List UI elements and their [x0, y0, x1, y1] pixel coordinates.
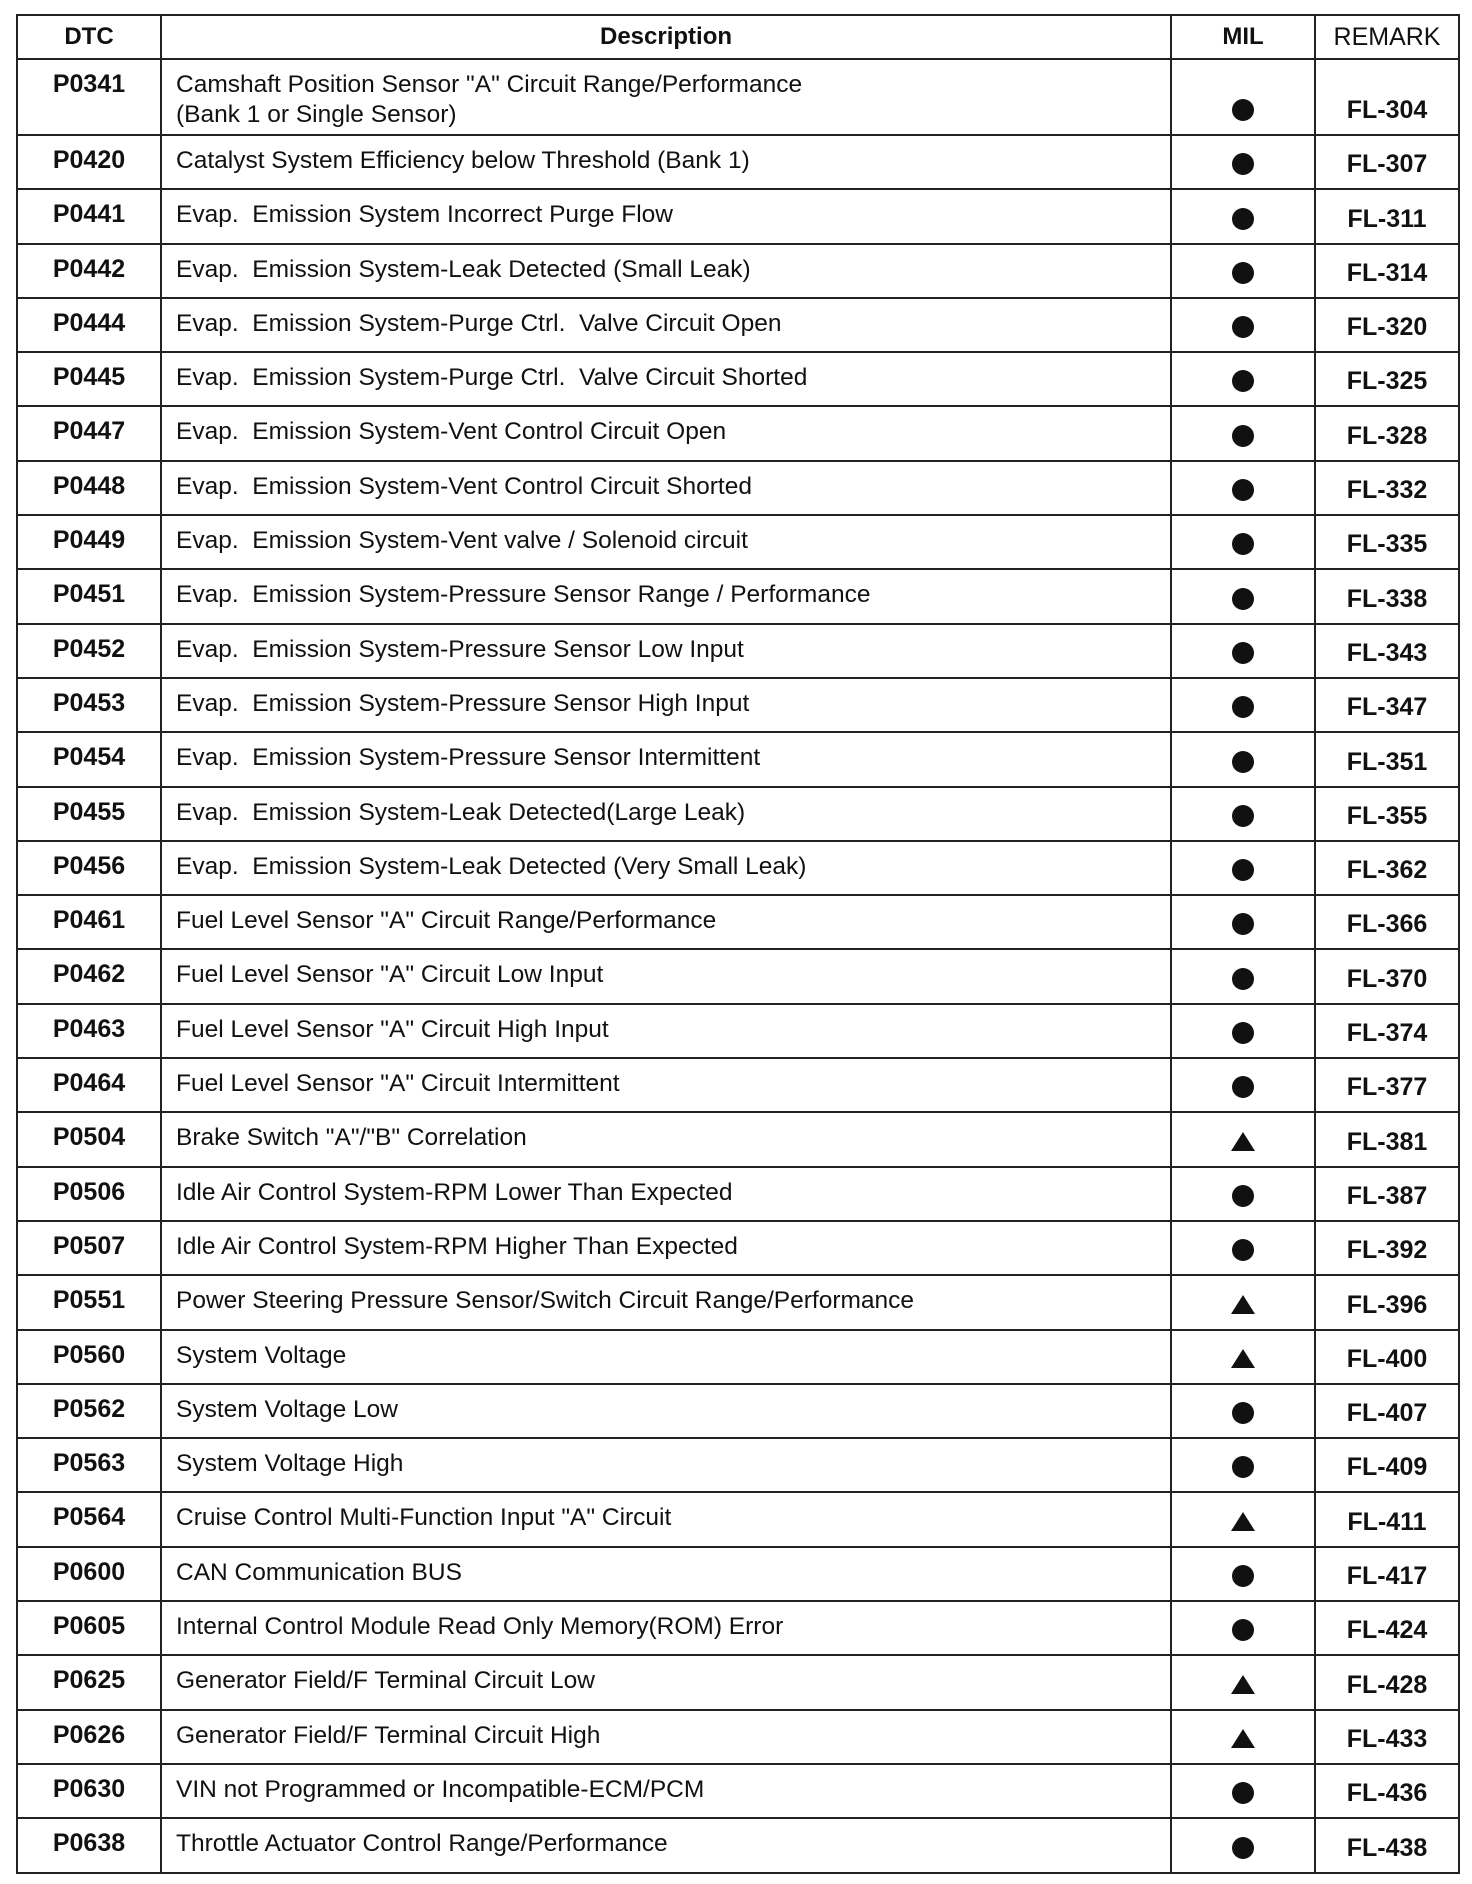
table-row: [17, 59, 1459, 135]
dtc-description: [161, 1112, 1171, 1166]
description-line: VIN not Programmed or Incompatible-ECM/PCM: [176, 1775, 705, 1803]
remark-page-ref: FL-343: [1315, 624, 1459, 678]
table-row: [17, 678, 1459, 732]
description-line: Evap. Emission System-Vent valve / Solenoid circuit: [176, 527, 748, 555]
dtc-code: P0463: [17, 1004, 161, 1058]
table-row: [17, 569, 1459, 623]
table-row: [17, 841, 1459, 895]
table-row: [17, 949, 1459, 1003]
mil-cell: [1171, 569, 1315, 623]
remark-page-ref: FL-400: [1315, 1330, 1459, 1384]
description-line: Catalyst System Efficiency below Threshold (Bank 1): [176, 147, 750, 174]
mil-cell: [1171, 787, 1315, 841]
dtc-code: P0626: [17, 1710, 161, 1764]
description-line: Evap. Emission System-Pressure Sensor High Input: [176, 689, 750, 717]
mil-cell: [1171, 1275, 1315, 1329]
table-row: [17, 189, 1459, 243]
dtc-description: [161, 1601, 1171, 1655]
mil-circle-icon: [1232, 696, 1254, 718]
description-line: Brake Switch "A"/"B" Correlation: [176, 1124, 527, 1152]
description-line: Throttle Actuator Control Range/Performance: [176, 1830, 668, 1858]
dtc-code: P0564: [17, 1492, 161, 1546]
mil-circle-icon: [1232, 859, 1254, 881]
table-row: [17, 787, 1459, 841]
dtc-description: [161, 59, 1171, 135]
table-row: [17, 1112, 1459, 1166]
mil-circle-icon: [1232, 316, 1254, 338]
mil-circle-icon: [1232, 1022, 1254, 1044]
mil-circle-icon: [1232, 153, 1254, 175]
dtc-code: P0551: [17, 1275, 161, 1329]
table-row: [17, 352, 1459, 406]
header-description: Description: [161, 15, 1171, 59]
mil-cell: [1171, 1330, 1315, 1384]
mil-circle-icon: [1232, 1782, 1254, 1804]
description-line: Evap. Emission System-Purge Ctrl. Valve Circuit Open: [176, 309, 782, 337]
remark-page-ref: FL-417: [1315, 1547, 1459, 1601]
mil-circle-icon: [1232, 533, 1254, 555]
dtc-description: [161, 1547, 1171, 1601]
mil-cell: [1171, 1601, 1315, 1655]
mil-circle-icon: [1232, 479, 1254, 501]
table-row: [17, 298, 1459, 352]
description-line: Evap. Emission System-Pressure Sensor Intermittent: [176, 744, 761, 772]
table-row: [17, 1547, 1459, 1601]
remark-page-ref: FL-377: [1315, 1058, 1459, 1112]
description-line: Power Steering Pressure Sensor/Switch Circuit Range/Performance: [176, 1287, 915, 1315]
dtc-code: P0563: [17, 1438, 161, 1492]
dtc-description: [161, 1275, 1171, 1329]
dtc-code: P0638: [17, 1818, 161, 1872]
mil-cell: [1171, 1112, 1315, 1166]
mil-cell: [1171, 678, 1315, 732]
dtc-description: [161, 1058, 1171, 1112]
remark-page-ref: FL-407: [1315, 1384, 1459, 1438]
remark-page-ref: FL-351: [1315, 732, 1459, 786]
mil-cell: [1171, 244, 1315, 298]
dtc-code: P0504: [17, 1112, 161, 1166]
header-mil: MIL: [1171, 15, 1315, 59]
description-line: Evap. Emission System Incorrect Purge Flow: [176, 201, 673, 229]
mil-cell: [1171, 135, 1315, 189]
mil-circle-icon: [1232, 1619, 1254, 1641]
description-line: Evap. Emission System-Vent Control Circuit Open: [176, 418, 727, 446]
dtc-description: [161, 569, 1171, 623]
dtc-code: P0442: [17, 244, 161, 298]
remark-page-ref: FL-311: [1315, 189, 1459, 243]
dtc-code: P0420: [17, 135, 161, 189]
mil-cell: [1171, 1384, 1315, 1438]
remark-page-ref: FL-338: [1315, 569, 1459, 623]
dtc-code: P0560: [17, 1330, 161, 1384]
remark-page-ref: FL-428: [1315, 1655, 1459, 1709]
dtc-code: P0449: [17, 515, 161, 569]
mil-circle-icon: [1232, 642, 1254, 664]
table-row: [17, 461, 1459, 515]
description-line: Evap. Emission System-Pressure Sensor Low Input: [176, 635, 744, 663]
remark-page-ref: FL-409: [1315, 1438, 1459, 1492]
dtc-description: [161, 732, 1171, 786]
remark-page-ref: FL-325: [1315, 352, 1459, 406]
mil-triangle-icon: [1231, 1349, 1255, 1368]
mil-cell: [1171, 1167, 1315, 1221]
table-row: [17, 732, 1459, 786]
table-body: [17, 59, 1459, 1873]
dtc-description: [161, 895, 1171, 949]
dtc-code: P0506: [17, 1167, 161, 1221]
dtc-description: [161, 461, 1171, 515]
mil-triangle-icon: [1231, 1512, 1255, 1531]
remark-page-ref: FL-392: [1315, 1221, 1459, 1275]
dtc-description: [161, 1710, 1171, 1764]
dtc-code: P0447: [17, 406, 161, 460]
mil-circle-icon: [1232, 968, 1254, 990]
description-line: Fuel Level Sensor "A" Circuit High Input: [176, 1015, 609, 1043]
dtc-description: [161, 244, 1171, 298]
mil-cell: [1171, 1655, 1315, 1709]
description-line: System Voltage Low: [176, 1395, 398, 1423]
dtc-code: P0455: [17, 787, 161, 841]
dtc-description: [161, 1764, 1171, 1818]
dtc-code: P0451: [17, 569, 161, 623]
remark-page-ref: FL-328: [1315, 406, 1459, 460]
remark-page-ref: FL-433: [1315, 1710, 1459, 1764]
mil-circle-icon: [1232, 588, 1254, 610]
mil-circle-icon: [1232, 805, 1254, 827]
table-row: [17, 624, 1459, 678]
remark-page-ref: FL-436: [1315, 1764, 1459, 1818]
mil-cell: [1171, 59, 1315, 135]
table-row: [17, 135, 1459, 189]
dtc-code: P0444: [17, 298, 161, 352]
dtc-description: [161, 1221, 1171, 1275]
dtc-description: [161, 678, 1171, 732]
mil-cell: [1171, 406, 1315, 460]
description-line: Evap. Emission System-Purge Ctrl. Valve Circuit Shorted: [176, 364, 808, 392]
remark-page-ref: FL-335: [1315, 515, 1459, 569]
description-line: Evap. Emission System-Vent Control Circuit Shorted: [176, 472, 752, 500]
mil-triangle-icon: [1231, 1295, 1255, 1314]
dtc-description: [161, 1384, 1171, 1438]
remark-page-ref: FL-307: [1315, 135, 1459, 189]
table-row: [17, 1330, 1459, 1384]
mil-circle-icon: [1232, 262, 1254, 284]
dtc-description: [161, 352, 1171, 406]
table-row: [17, 406, 1459, 460]
description-line: Evap. Emission System-Leak Detected (Very Small Leak): [176, 852, 807, 880]
mil-cell: [1171, 1058, 1315, 1112]
table-row: [17, 1438, 1459, 1492]
remark-page-ref: FL-355: [1315, 787, 1459, 841]
mil-circle-icon: [1232, 1456, 1254, 1478]
mil-cell: [1171, 949, 1315, 1003]
mil-cell: [1171, 624, 1315, 678]
mil-cell: [1171, 1004, 1315, 1058]
mil-cell: [1171, 1221, 1315, 1275]
table-row: [17, 1655, 1459, 1709]
description-line: Idle Air Control System-RPM Higher Than Expected: [176, 1232, 738, 1260]
table-row: [17, 1710, 1459, 1764]
description-line: Idle Air Control System-RPM Lower Than Expected: [176, 1178, 733, 1206]
mil-cell: [1171, 732, 1315, 786]
dtc-description: [161, 1330, 1171, 1384]
description-line: System Voltage High: [176, 1450, 404, 1478]
dtc-description: [161, 135, 1171, 189]
mil-circle-icon: [1232, 99, 1254, 121]
remark-page-ref: FL-381: [1315, 1112, 1459, 1166]
table-row: [17, 1221, 1459, 1275]
table-row: [17, 1601, 1459, 1655]
mil-circle-icon: [1232, 1185, 1254, 1207]
table-row: [17, 244, 1459, 298]
dtc-description: [161, 1004, 1171, 1058]
dtc-description: [161, 949, 1171, 1003]
description-line: Evap. Emission System-Leak Detected (Small Leak): [176, 255, 751, 283]
remark-page-ref: FL-314: [1315, 244, 1459, 298]
description-line: Fuel Level Sensor "A" Circuit Range/Performance: [176, 907, 717, 935]
table-row: [17, 1384, 1459, 1438]
mil-cell: [1171, 1492, 1315, 1546]
table-row: [17, 1764, 1459, 1818]
remark-page-ref: FL-370: [1315, 949, 1459, 1003]
dtc-table: [16, 14, 1460, 1874]
table-row: [17, 1167, 1459, 1221]
remark-page-ref: FL-424: [1315, 1601, 1459, 1655]
table-row: [17, 515, 1459, 569]
dtc-code: P0461: [17, 895, 161, 949]
table-row: [17, 1004, 1459, 1058]
dtc-code: P0341: [17, 59, 161, 135]
dtc-code: P0453: [17, 678, 161, 732]
header-remark: REMARK: [1315, 15, 1459, 59]
mil-circle-icon: [1232, 913, 1254, 935]
mil-cell: [1171, 841, 1315, 895]
dtc-code: P0625: [17, 1655, 161, 1709]
remark-page-ref: FL-387: [1315, 1167, 1459, 1221]
mil-circle-icon: [1232, 1076, 1254, 1098]
mil-cell: [1171, 1547, 1315, 1601]
dtc-code: P0448: [17, 461, 161, 515]
dtc-code: P0445: [17, 352, 161, 406]
dtc-code: P0462: [17, 949, 161, 1003]
dtc-description: [161, 1438, 1171, 1492]
dtc-code: P0441: [17, 189, 161, 243]
dtc-code: P0507: [17, 1221, 161, 1275]
mil-cell: [1171, 189, 1315, 243]
mil-circle-icon: [1232, 751, 1254, 773]
dtc-code: P0452: [17, 624, 161, 678]
mil-cell: [1171, 1710, 1315, 1764]
mil-cell: [1171, 1818, 1315, 1872]
dtc-code: P0562: [17, 1384, 161, 1438]
dtc-description: [161, 1818, 1171, 1872]
dtc-description: [161, 298, 1171, 352]
mil-circle-icon: [1232, 1565, 1254, 1587]
mil-cell: [1171, 461, 1315, 515]
mil-cell: [1171, 515, 1315, 569]
dtc-description: [161, 624, 1171, 678]
dtc-description: [161, 787, 1171, 841]
remark-page-ref: FL-411: [1315, 1492, 1459, 1546]
mil-cell: [1171, 352, 1315, 406]
remark-page-ref: FL-396: [1315, 1275, 1459, 1329]
description-line: (Bank 1 or Single Sensor): [176, 101, 457, 128]
mil-triangle-icon: [1231, 1132, 1255, 1151]
dtc-description: [161, 515, 1171, 569]
remark-page-ref: FL-362: [1315, 841, 1459, 895]
mil-triangle-icon: [1231, 1729, 1255, 1748]
description-line: Camshaft Position Sensor "A" Circuit Range/Performance: [176, 71, 803, 98]
dtc-description: [161, 406, 1171, 460]
dtc-code: P0630: [17, 1764, 161, 1818]
remark-page-ref: FL-347: [1315, 678, 1459, 732]
dtc-description: [161, 1655, 1171, 1709]
dtc-code: P0600: [17, 1547, 161, 1601]
remark-page-ref: FL-304: [1315, 59, 1459, 135]
mil-circle-icon: [1232, 1837, 1254, 1859]
mil-cell: [1171, 1438, 1315, 1492]
remark-page-ref: FL-332: [1315, 461, 1459, 515]
table-row: [17, 1058, 1459, 1112]
dtc-code: P0464: [17, 1058, 161, 1112]
mil-cell: [1171, 298, 1315, 352]
mil-circle-icon: [1232, 208, 1254, 230]
mil-circle-icon: [1232, 425, 1254, 447]
table-row: [17, 895, 1459, 949]
header-dtc: DTC: [17, 15, 161, 59]
dtc-code: P0605: [17, 1601, 161, 1655]
description-line: Fuel Level Sensor "A" Circuit Intermittent: [176, 1070, 620, 1098]
description-line: Cruise Control Multi-Function Input "A" Circuit: [176, 1504, 672, 1532]
dtc-description: [161, 1167, 1171, 1221]
mil-cell: [1171, 1764, 1315, 1818]
description-line: Internal Control Module Read Only Memory(ROM) Error: [176, 1613, 784, 1641]
description-line: Generator Field/F Terminal Circuit High: [176, 1721, 601, 1749]
remark-page-ref: FL-438: [1315, 1818, 1459, 1872]
mil-cell: [1171, 895, 1315, 949]
remark-page-ref: FL-374: [1315, 1004, 1459, 1058]
dtc-code: P0454: [17, 732, 161, 786]
remark-page-ref: FL-320: [1315, 298, 1459, 352]
table-row: [17, 1275, 1459, 1329]
description-line: CAN Communication BUS: [176, 1558, 462, 1586]
dtc-description: [161, 1492, 1171, 1546]
description-line: System Voltage: [176, 1341, 347, 1369]
mil-circle-icon: [1232, 1239, 1254, 1261]
table-row: [17, 1492, 1459, 1546]
mil-triangle-icon: [1231, 1675, 1255, 1694]
remark-page-ref: FL-366: [1315, 895, 1459, 949]
table-header-row: [17, 15, 1459, 59]
dtc-code: P0456: [17, 841, 161, 895]
mil-circle-icon: [1232, 1402, 1254, 1424]
dtc-description: [161, 841, 1171, 895]
mil-circle-icon: [1232, 370, 1254, 392]
table-row: [17, 1818, 1459, 1872]
description-line: Evap. Emission System-Pressure Sensor Range / Performance: [176, 581, 871, 609]
dtc-description: [161, 189, 1171, 243]
description-line: Fuel Level Sensor "A" Circuit Low Input: [176, 961, 604, 989]
description-line: Generator Field/F Terminal Circuit Low: [176, 1667, 595, 1695]
description-line: Evap. Emission System-Leak Detected(Large Leak): [176, 798, 746, 826]
